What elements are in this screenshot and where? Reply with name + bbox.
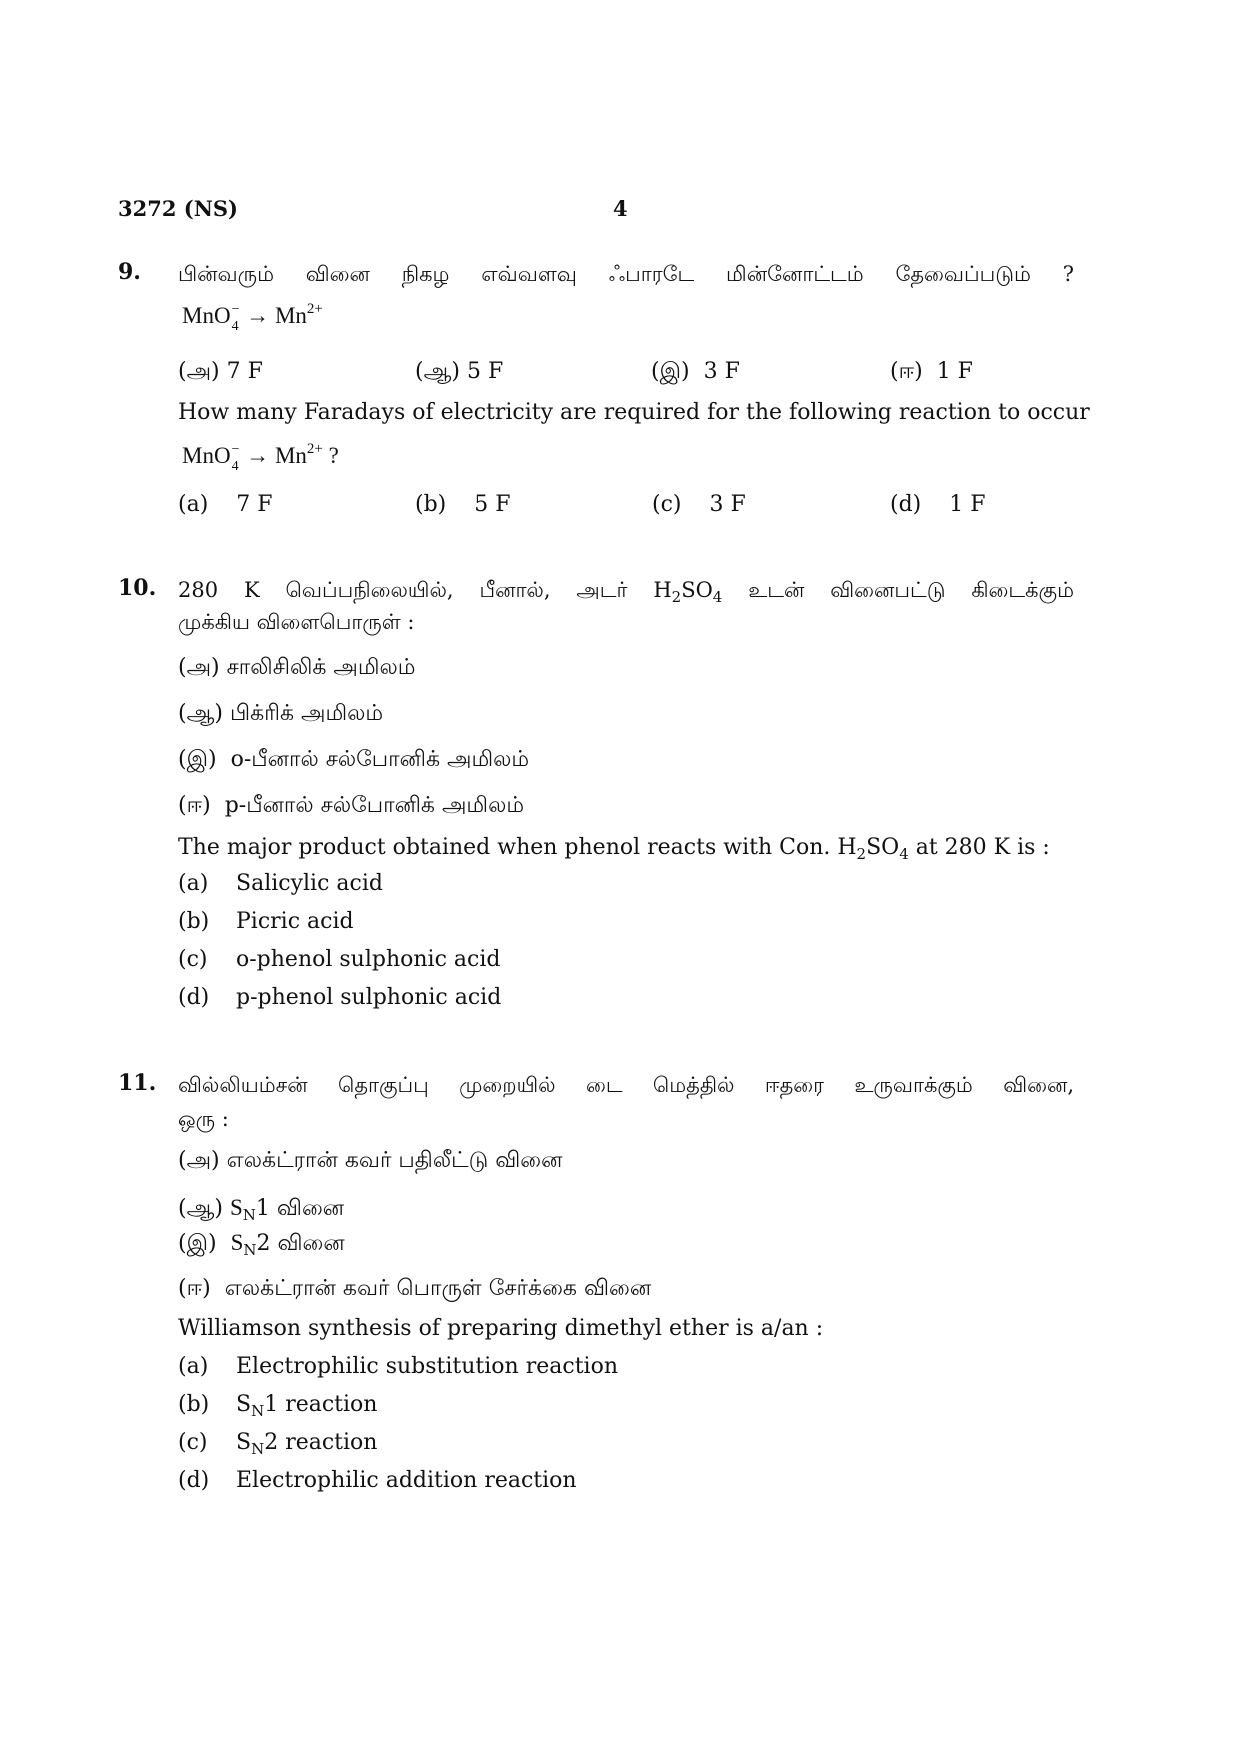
- q10-option-a[interactable]: (a) Salicylic acid: [178, 871, 383, 896]
- question-10-english-text: The major product obtained when phenol reacts with Con. $H_2SO_4$ at 280 K is :: [178, 835, 1050, 863]
- question-11-number: 11.: [118, 1070, 157, 1096]
- q10-tamil-option-1[interactable]: (அ) சாலிசிலிக் அமிலம்: [178, 655, 416, 680]
- q9-tamil-option-1[interactable]: (அ) 7 F: [178, 359, 263, 384]
- q11-tamil-option-3[interactable]: (இ) $S_N2$ வினை: [178, 1230, 345, 1259]
- q9-option-c[interactable]: (c) 3 F: [652, 492, 746, 517]
- q10-option-b[interactable]: (b) Picric acid: [178, 909, 354, 934]
- q9-tamil-option-2[interactable]: (ஆ) 5 F: [415, 359, 504, 384]
- q9-option-a[interactable]: (a) 7 F: [178, 492, 273, 517]
- q11-option-c[interactable]: (c) $S_N2$ reaction: [178, 1430, 378, 1458]
- q11-option-b[interactable]: (b) $S_N1$ reaction: [178, 1392, 378, 1420]
- q11-option-d[interactable]: (d) Electrophilic addition reaction: [178, 1468, 577, 1493]
- paper-code: 3272 (NS): [118, 196, 238, 221]
- q11-option-a[interactable]: (a) Electrophilic substitution reaction: [178, 1354, 618, 1379]
- q10-option-d[interactable]: (d) p-phenol sulphonic acid: [178, 985, 502, 1010]
- question-9-equation-2: MnO − 4 → $Mn^{2+}$ ?: [182, 441, 339, 474]
- q10-tamil-option-3[interactable]: (இ) o-பீனால் சல்போனிக் அமிலம்: [178, 747, 530, 772]
- q11-tamil-option-4[interactable]: (ஈ) எலக்ட்ரான் கவர் பொருள் சேர்க்கை வினை: [178, 1276, 652, 1301]
- q9-tamil-option-4[interactable]: (ஈ) 1 F: [890, 359, 973, 384]
- question-9-equation-1: MnO − 4 → $Mn^{2+}$: [182, 301, 323, 334]
- question-10-tamil-line-1: 280 K வெப்பநிலையில், பீனால், அடர் $H_2SO_4$ உடன் வினைபட்டு கிடைக்கும்: [178, 578, 1074, 606]
- question-11-tamil-line-2: ஒரு :: [178, 1107, 229, 1131]
- question-11-tamil-line-1: வில்லியம்சன் தொகுப்பு முறையில் டை மெத்தில் ஈதரை உருவாக்கும் வினை,: [178, 1073, 1074, 1097]
- q11-tamil-option-2[interactable]: (ஆ) $S_N1$ வினை: [178, 1195, 345, 1224]
- question-9-tamil-text: பின்வரும் வினை நிகழ எவ்வளவு ஃபாரடே மின்னோட்டம் தேவைப்படும் ?: [178, 262, 1074, 286]
- q10-option-c[interactable]: (c) o-phenol sulphonic acid: [178, 947, 501, 972]
- question-11-english-text: Williamson synthesis of preparing dimethyl ether is a/an :: [178, 1316, 824, 1341]
- page-number: 4: [613, 196, 628, 221]
- q9-tamil-option-3[interactable]: (இ) 3 F: [651, 359, 740, 384]
- q10-tamil-option-2[interactable]: (ஆ) பிக்ரிக் அமிலம்: [178, 701, 384, 726]
- q11-tamil-option-1[interactable]: (அ) எலக்ட்ரான் கவர் பதிலீட்டு வினை: [178, 1148, 563, 1173]
- question-10-number: 10.: [118, 575, 157, 601]
- q10-tamil-option-4[interactable]: (ஈ) p-பீனால் சல்போனிக் அமிலம்: [178, 793, 525, 818]
- q9-option-b[interactable]: (b) 5 F: [415, 492, 511, 517]
- q9-option-d[interactable]: (d) 1 F: [890, 492, 986, 517]
- question-9-english-text: How many Faradays of electricity are required for the following reaction to occur: [178, 400, 1090, 425]
- question-10-tamil-line-2: முக்கிய விளைபொருள் :: [178, 610, 415, 634]
- question-9-number: 9.: [118, 259, 141, 285]
